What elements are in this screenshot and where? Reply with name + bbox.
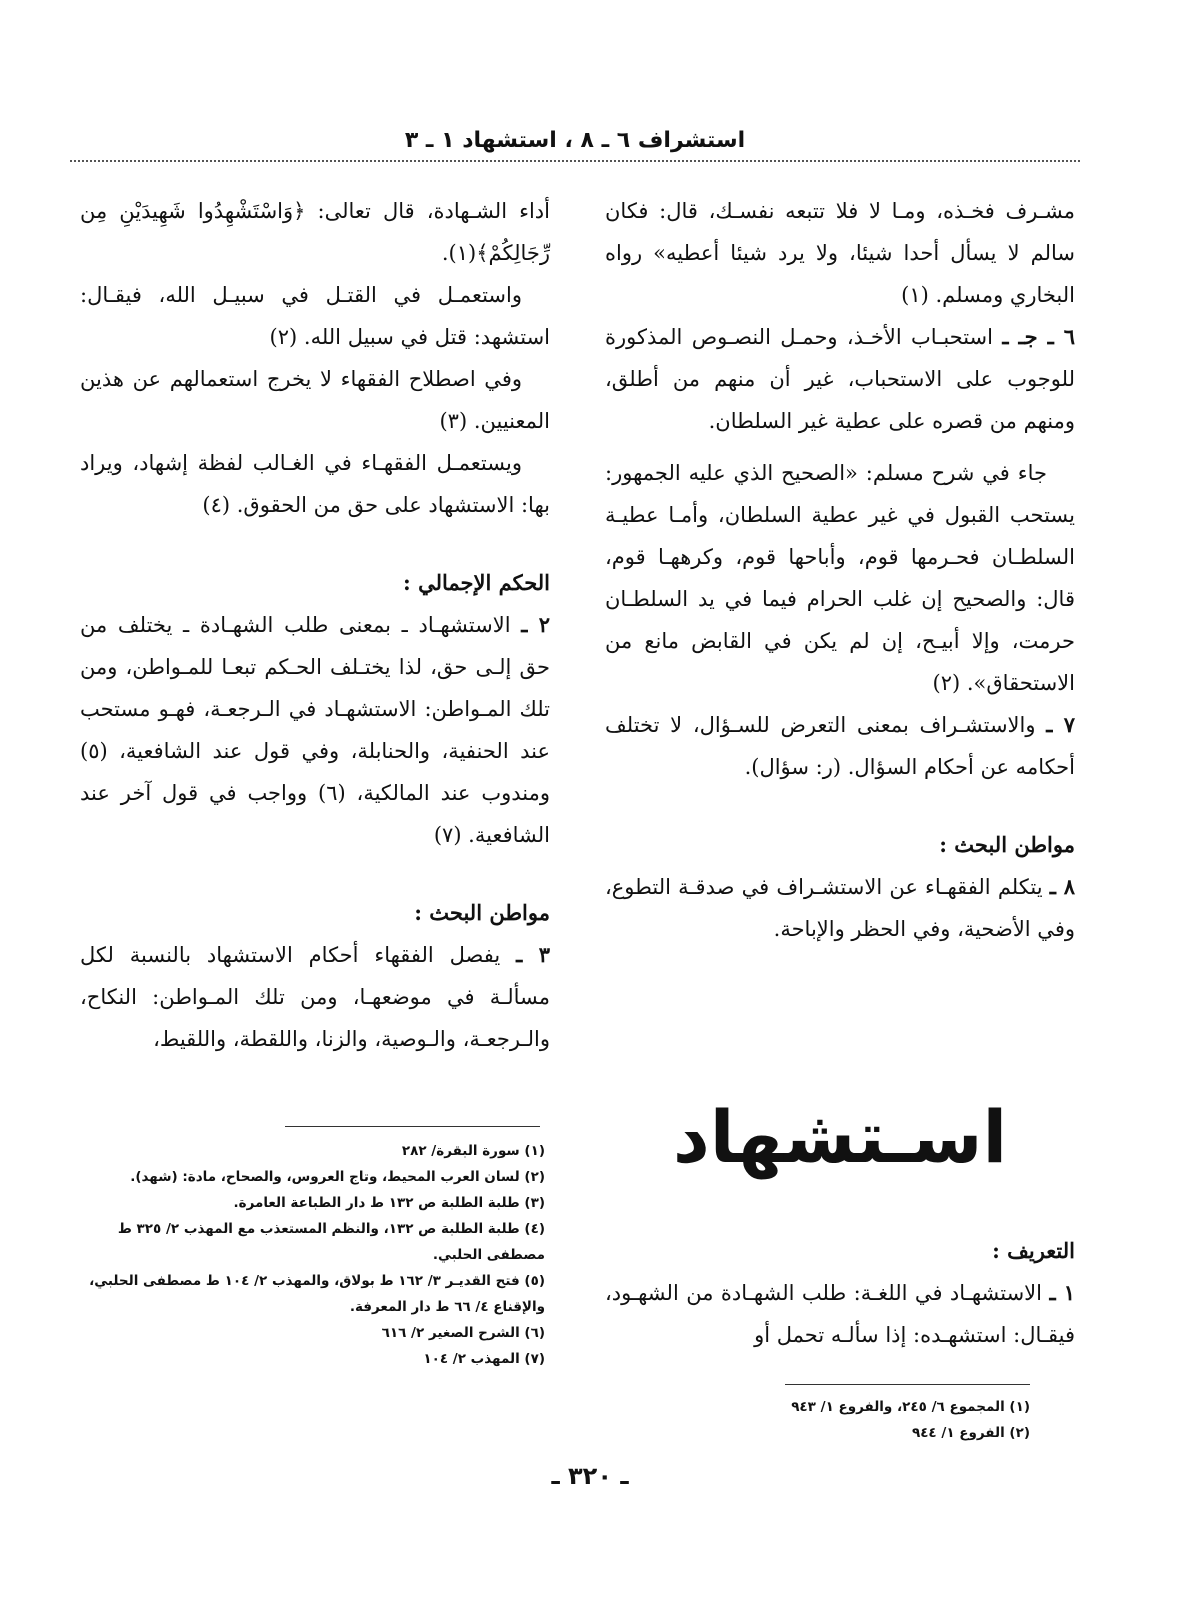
paragraph: أداء الشـهادة، قال تعالى: ﴿وَاسْتَشْهِدُوا شَهِيدَيْنِ مِن رِّجَالِكُمْ﴾(١). [80,199,550,265]
footnote: (١) سورة البقرة/ ٢٨٢ [401,1143,545,1159]
paragraph: ٧ ـ والاستشـراف بمعنى التعرض للسـؤال، لا تختلف أحكامه عن أحكام السؤال. (ر: سؤال). [605,712,1075,779]
footnote: (٤) طلبة الطلبة ص ١٣٢، والنظم المستعذب مع المهذب ٢/ ٣٢٥ ط مصطفى الحلبي. [117,1221,545,1263]
paragraph: ٦ ـ جـ ـ استحبـاب الأخـذ، وحمـل النصـوص المذكورة للوجوب على الاستحباب، غير أن منهم من أطلق، ومنهم من قصره على عطية غير السلطان. [605,324,1075,433]
paragraph-number: ٨ ـ [1049,874,1075,899]
footnote-rule [285,1126,540,1127]
paragraph: ٣ ـ يفصل الفقهاء أحكام الاستشهاد بالنسبة لكل مسألـة في موضعهـا، ومن تلك المـواطن: النكاح، والـرجعـة، والـوصية، والزنا، واللقطة، واللقيط، [80,942,550,1051]
right-column-lower [605,1230,1075,1356]
paragraph-number: ٣ ـ [516,942,550,967]
paragraph: جاء في شرح مسلم: «الصحيح الذي عليه الجمهور: يستحب القبول في غير عطية السلطان، وأمـا عطيـة السلطـان فحـرمها قوم، وأباحها قوم، وكرههـا قوم، قال: والصحيح إن غلب الحرام فيما في يد السلطـان حرمت، وإلا أبيـح، إن لم يكن في القابض مانع من الاستحقاق». (٢) [605,461,1075,695]
entry-title: اسـتشهاد [672,1095,1008,1179]
section-heading: التعريف : [992,1238,1075,1263]
paragraph: ١ ـ الاستشهـاد في اللغـة: طلب الشهـادة من الشهـود، فيقـال: استشهـده: إذا سألـه تحمل أو [605,1280,1075,1347]
footnote: (١) المجموع ٦/ ٢٤٥، والفروع ١/ ٩٤٣ [791,1399,1030,1415]
paragraph-number: ٧ ـ [1046,712,1075,737]
section-heading: مواطن البحث : [939,832,1075,857]
paragraph-number: ١ ـ [1049,1280,1075,1305]
left-footnotes [75,1138,545,1372]
paragraph: ويستعمـل الفقهـاء في الغـالب لفظة إشهاد، ويراد بها: الاستشهاد على حق من الحقوق. (٤) [80,451,550,517]
footnote: (٣) طلبة الطلبة ص ١٣٢ ط دار الطباعة العامرة. [233,1195,545,1211]
paragraph: ٢ ـ الاستشهـاد ـ بمعنى طلب الشهـادة ـ يختلف من حق إلـى حق، لذا يختـلف الحـكم تبعـا للمـواطن، ومن تلك المـواطن: الاستشهـاد في الـرجعـة، فهـو مستحب عند الحنفية، والحنابلة، وفي قول عند الشافعية، (٥) ومندوب عند المالكية، (٦) وواجب في قول آخر عند الشافعية. (٧) [80,612,550,847]
right-column [605,190,1075,950]
paragraph-number: ٢ ـ [521,612,550,637]
paragraph: مشـرف فخـذه، ومـا لا فلا تتبعه نفسـك، قال: فكان سالم لا يسأل أحدا شيئا، ولا يرد شيئا أعطيه» رواه البخاري ومسلم. (١) [605,199,1075,307]
left-column [80,190,550,1060]
paragraph: ٨ ـ يتكلم الفقهـاء عن الاستشـراف في صدقـة التطوع، وفي الأضحية، وفي الحظر والإباحة. [605,874,1075,941]
section-heading: مواطن البحث : [414,900,550,925]
paragraph: وفي اصطلاح الفقهاء لا يخرج استعمالهم عن هذين المعنيين. (٣) [80,367,550,433]
footnote: (٧) المهذب ٢/ ١٠٤ [423,1351,545,1367]
footnote: (٦) الشرح الصغير ٢/ ٦١٦ [381,1325,545,1341]
right-footnotes [605,1394,1030,1446]
section-heading: الحكم الإجمالي : [403,570,550,595]
footnote: (٢) الفروع ١/ ٩٤٤ [911,1425,1030,1441]
footnote: (٥) فتح القديـر ٣/ ١٦٢ ط بولاق، والمهذب ٢/ ١٠٤ ط مصطفى الحلبي، والإقناع ٤/ ٦٦ ط دار المعرفة. [89,1273,545,1315]
paragraph-number: ٦ ـ جـ ـ [1002,324,1075,349]
paragraph: واستعمـل في القتـل في سبيـل الله، فيقـال: استشهد: قتل في سبيل الله. (٢) [80,283,550,349]
header-dotted-rule [70,160,1080,162]
running-header: استشراف ٦ ـ ٨ ، استشهاد ١ ـ ٣ [404,128,746,153]
footnote-rule [785,1384,1030,1385]
footnote: (٢) لسان العرب المحيط، وتاج العروس، والصحاح، مادة: (شهد). [130,1169,545,1185]
page-number: ـ ٣٢٠ ـ [551,1462,629,1490]
